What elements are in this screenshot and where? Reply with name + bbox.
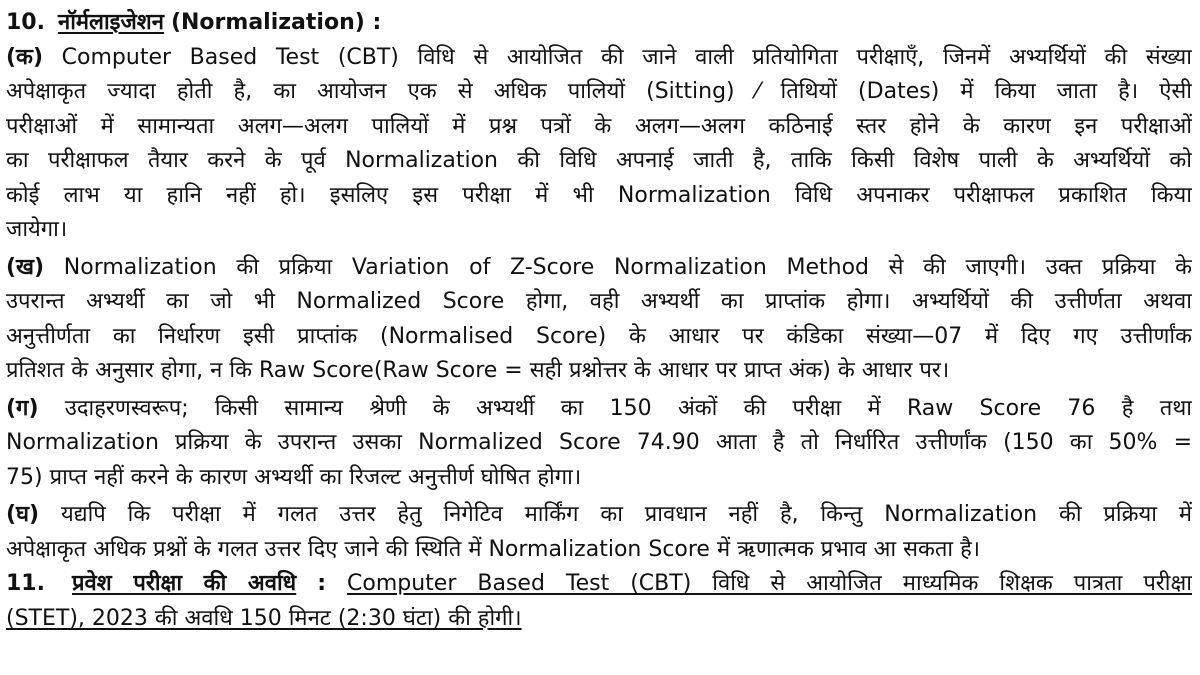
paragraph-ga [6, 392, 1192, 496]
paragraph-ka-line-5: कोई लाभ या हानि नहीं हो। इसलिए इस परीक्षा में भी Normalization विधि अपनाकर परीक्षाफल प्रकाशित किया [6, 182, 1192, 208]
paragraph-gha [6, 498, 1192, 567]
section-11-line-2 [6, 602, 1192, 637]
paragraph-kha-text-1: Normalization की प्रक्रिया Variation of Z-Score Normalization Method से की जाएगी। उक्त प्रक्रिया के [63, 254, 1192, 280]
paragraph-ka-line-2: अपेक्षाकृत ज्यादा होती है, का आयोजन एक से अधिक पालियों (Sitting) ⁄ तिथियों (Dates) में किया जाता है। ऐसी [6, 79, 1192, 104]
paragraph-ga-line-2: Normalization प्रक्रिया के उपरान्त उसका Normalized Score 74.90 आता है तो निर्धारित उत्तीर्णांक (150 का 50% = [6, 430, 1192, 455]
paragraph-kha-label: (ख) [6, 254, 45, 280]
paragraph-ga-label: (ग) [6, 395, 39, 421]
paragraph-gha-line-2: अपेक्षाकृत अधिक प्रश्नों के गलत उत्तर दिए जाने की स्थिति में Normalization Score में ऋणात्मक प्रभाव आ सकता है। [6, 536, 981, 562]
paragraph-kha-line-2: उपरान्त अभ्यर्थी का जो भी Normalized Score होगा, वही अभ्यर्थी का प्राप्तांक होगा। अभ्यर्थियों की उत्तीर्णता अथवा [6, 289, 1192, 314]
paragraph-ka [6, 41, 1192, 248]
paragraph-ga-text-1: उदाहरणस्वरूप; किसी सामान्य श्रेणी के अभ्यर्थी का 150 अंकों की परीक्षा में Raw Score 76 है तथा [64, 395, 1192, 421]
paragraph-kha-line-3: अनुत्तीर्णता का निर्धारण इसी प्राप्तांक (Normalised Score) के आधार पर कंडिका संख्या—07 में दिए गए उत्तीर्णांक [6, 323, 1192, 349]
paragraph-gha-line-1 [6, 498, 1192, 533]
paragraph-kha-line-1 [6, 251, 1192, 286]
paragraph-gha-text-1: यद्यपि कि परीक्षा में गलत उत्तर हेतु निगेटिव मार्किंग का प्रावधान नहीं है, किन्तु Normalization की प्रक्रिया में [60, 502, 1192, 527]
section-11-line-1 [6, 567, 1192, 602]
paragraph-kha [6, 251, 1192, 389]
section-11-text-1: Computer Based Test (CBT) विधि से आयोजित माध्यमिक शिक्षक पात्रता परीक्षा [347, 571, 1192, 596]
paragraph-kha-line-4: प्रतिशत के अनुसार होगा, न कि Raw Score(Raw Score = सही प्रश्नोत्तर के आधार पर प्राप्त अंक) के आधार पर। [6, 358, 950, 383]
paragraph-ka-line-4: का परीक्षाफल तैयार करने के पूर्व Normalization की विधि अपनाई जाती है, ताकि किसी विशेष पाली के अभ्यर्थियों को [6, 148, 1192, 173]
section-11-text-2: (STET), 2023 की अवधि 150 मिनट (2:30 घंटा) की होगी। [6, 605, 522, 631]
paragraph-ka-line-1 [6, 41, 1192, 76]
section-11-title: प्रवेश परीक्षा की अवधि [71, 571, 297, 596]
paragraph-ka-text-1: Computer Based Test (CBT) विधि से आयोजित की जाने वाली प्रतियोगिता परीक्षाएँ, जिनमें अभ्यर्थियों की संख्या [61, 44, 1192, 70]
paragraph-ka-line-3: परीक्षाओं में सामान्यता अलग—अलग पालियों में प्रश्न पत्रों के अलग—अलग कठिनाई स्तर होने के कारण इन परीक्षाओं [6, 113, 1192, 139]
paragraph-gha-label: (घ) [6, 502, 40, 527]
paragraph-ga-line-3: 75) प्राप्त नहीं करने के कारण अभ्यर्थी का रिजल्ट अनुत्तीर्ण घोषित होगा। [6, 464, 582, 490]
section-10-title-hindi: नॉर्मलाइजेशन [57, 10, 164, 35]
paragraph-ka-line-6: जायेगा। [6, 217, 68, 242]
section-10-number: 10. [6, 10, 45, 35]
paragraph-ka-label: (क) [6, 44, 44, 70]
section-11-number: 11. [6, 571, 45, 596]
section-10-title-english: (Normalization) : [170, 10, 382, 35]
paragraph-ga-line-1 [6, 392, 1192, 427]
section-11-separator: : [317, 571, 327, 596]
section-11 [6, 567, 1192, 636]
section-10-heading [6, 6, 1192, 41]
